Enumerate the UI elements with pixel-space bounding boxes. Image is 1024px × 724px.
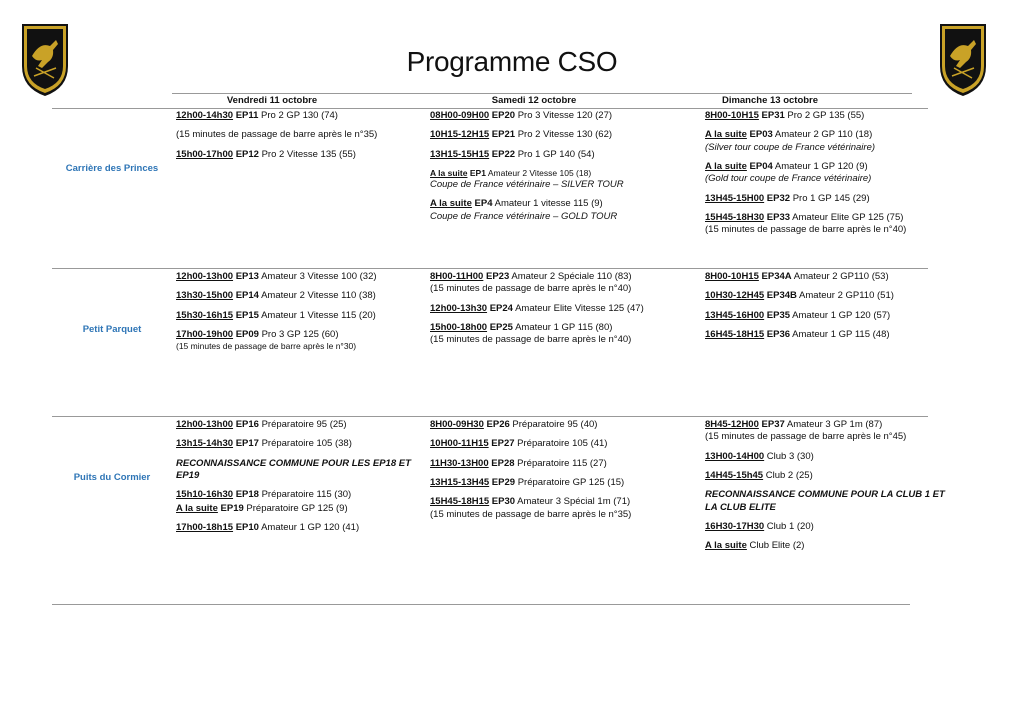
event-desc: Amateur 2 Vitesse 110 (38) (261, 290, 376, 302)
schedule-entry (430, 129, 680, 141)
event-desc: Pro 2 Vitesse 135 (55) (261, 148, 356, 160)
event-desc: Préparatoire 95 (40) (512, 419, 598, 430)
schedule-entry (705, 451, 955, 463)
event-code: EP21 (491, 129, 516, 141)
divider (52, 108, 928, 109)
schedule-entry (430, 458, 680, 470)
event-desc: Pro 3 Vitesse 120 (27) (517, 110, 613, 121)
schedule-entry (705, 329, 955, 341)
event-code: EP04 (749, 161, 773, 173)
event-code: EP16 (235, 419, 259, 430)
event-desc: Amateur 2 Vitesse 105 (18) (487, 168, 592, 179)
event-time: A la suite (176, 502, 218, 514)
schedule-entry (176, 522, 426, 534)
divider (172, 93, 912, 94)
event-time: 8H00-11H00 (430, 271, 484, 282)
schedule-entry (430, 168, 680, 191)
schedule-entry (430, 198, 680, 223)
recon-note: RECONNAISSANCE COMMUNE POUR LA CLUB 1 ET LA CLUB ELITE (705, 489, 945, 513)
schedule-entry (705, 540, 955, 552)
event-time: 11H30-13H00 (430, 457, 489, 469)
event-code: EP31 (761, 110, 785, 121)
event-time: 15h00-18h00 (430, 322, 488, 334)
schedule-entry (705, 521, 955, 533)
event-desc: Pro 3 GP 125 (60) (261, 329, 339, 341)
schedule-entry (430, 322, 680, 347)
event-desc: Préparatoire GP 125 (9) (246, 502, 348, 514)
event-desc: Préparatoire GP 125 (15) (517, 477, 625, 489)
divider (52, 268, 928, 269)
schedule-column (430, 271, 680, 354)
event-time: 15h10-16h30 (176, 489, 234, 501)
event-desc: Amateur 3 GP 1m (87) (786, 419, 883, 430)
schedule-entry (176, 458, 426, 483)
event-code: EP19 (220, 502, 244, 514)
schedule-entry (176, 489, 426, 501)
schedule-entry (705, 193, 955, 205)
event-time: 15H45-18H30 (705, 212, 765, 224)
event-code: EP28 (491, 457, 515, 469)
event-desc: Préparatoire 105 (38) (261, 438, 352, 450)
event-desc: Amateur 1 GP 120 (57) (792, 309, 891, 321)
event-time: 12h00-14h30 (176, 110, 234, 121)
note-text: (15 minutes de passage de barre après le n°35) (430, 508, 632, 520)
event-time: 8H00-10H15 (705, 271, 759, 282)
schedule-entry (705, 161, 955, 186)
event-desc: Préparatoire 115 (30) (261, 489, 352, 501)
event-code: EP12 (235, 148, 259, 160)
event-time: 17h00-18h15 (176, 522, 234, 534)
event-subtitle: (Gold tour coupe de France vétérinaire) (705, 173, 872, 185)
event-desc: Amateur Elite GP 125 (75) (792, 212, 904, 224)
schedule-entry (705, 271, 955, 283)
note-text: (15 minutes de passage de barre après le n°45) (705, 431, 907, 443)
event-code: EP26 (486, 419, 510, 430)
event-desc: Amateur 1 GP 115 (80) (515, 322, 613, 334)
schedule-entry (705, 489, 955, 514)
note-text: (15 minutes de passage de barre après le n°35) (176, 129, 378, 141)
schedule-entry (430, 303, 680, 315)
event-time: 12h00-13h00 (176, 419, 234, 430)
divider (52, 604, 910, 605)
event-time: 17h00-19h00 (176, 329, 234, 341)
event-desc: Amateur 3 Spécial 1m (71) (517, 496, 631, 508)
event-desc: Amateur 2 Spéciale 110 (83) (511, 271, 632, 282)
schedule-entry (176, 310, 426, 322)
schedule-column (705, 419, 955, 560)
schedule-entry (705, 419, 955, 444)
schedule-entry (705, 290, 955, 302)
event-code: EP27 (491, 438, 515, 450)
schedule-entry (176, 329, 426, 352)
divider (52, 416, 928, 417)
schedule-entry (705, 110, 955, 122)
event-code: EP18 (235, 489, 259, 501)
event-desc: Amateur 1 GP 120 (9) (774, 161, 868, 173)
event-desc: Amateur 2 GP110 (51) (799, 290, 894, 302)
schedule-entry (176, 290, 426, 302)
schedule-entry (176, 129, 426, 141)
venue-label: Puits du Cormier (73, 472, 151, 483)
schedule-column (430, 419, 680, 528)
event-code: EP35 (766, 309, 791, 321)
event-time: 8H00-10H15 (705, 110, 759, 121)
event-time: 15H45-18H15 (430, 496, 490, 508)
event-code: EP30 (491, 496, 516, 508)
event-desc: Amateur 2 GP110 (53) (793, 271, 889, 282)
event-time: A la suite (705, 540, 747, 552)
schedule-entry (176, 503, 426, 515)
event-time: 16H30-17H30 (705, 521, 765, 533)
schedule-column (176, 271, 426, 359)
event-code: EP15 (235, 309, 259, 321)
venue-label: Petit Parquet (82, 324, 142, 335)
event-code: EP32 (766, 192, 791, 204)
event-time: 10H30-12H45 (705, 290, 765, 302)
note-text: (15 minutes de passage de barre après le n°40) (430, 283, 632, 295)
schedule-entry (176, 419, 426, 431)
event-code: EP09 (235, 329, 259, 341)
event-time: 10H00-11H15 (430, 438, 489, 450)
event-time: 13H15-15H15 (430, 148, 490, 160)
event-desc: Amateur 3 Vitesse 100 (32) (261, 271, 377, 282)
event-code: EP22 (491, 148, 516, 160)
event-code: EP25 (489, 322, 513, 334)
event-code: EP20 (491, 110, 516, 121)
event-time: 8H45-12H00 (705, 419, 759, 430)
event-subtitle: (Silver tour coupe de France vétérinaire) (705, 141, 876, 153)
schedule-entry (176, 438, 426, 450)
event-code: EP33 (766, 212, 791, 224)
event-desc: Pro 2 GP 130 (74) (261, 110, 338, 121)
venue-label: Carrière des Princes (65, 163, 159, 174)
event-desc: Préparatoire 95 (25) (261, 419, 347, 430)
event-desc: Amateur 1 GP 115 (48) (792, 329, 890, 341)
schedule-entry (705, 470, 955, 482)
event-desc: Amateur Elite Vitesse 125 (47) (515, 302, 644, 314)
schedule-entry (430, 271, 680, 296)
event-time: 16H45-18H15 (705, 329, 765, 341)
event-code: EP1 (469, 168, 486, 179)
schedule-column (176, 110, 426, 168)
event-time: 8H00-09H30 (430, 419, 484, 430)
schedule-entry (430, 419, 680, 431)
event-code: EP29 (491, 477, 516, 489)
event-code: EP34B (766, 290, 797, 302)
schedule-entry (430, 477, 680, 489)
event-code: EP03 (749, 129, 773, 141)
event-time: A la suite (705, 129, 747, 141)
schedule-column (705, 271, 955, 348)
schedule-entry (430, 149, 680, 161)
schedule-entry (430, 438, 680, 450)
event-time: 13H45-16H00 (705, 309, 765, 321)
event-code: EP34A (761, 271, 792, 282)
event-desc: Club Elite (2) (749, 540, 805, 552)
event-subtitle: Coupe de France vétérinaire – SILVER TOUR (430, 179, 624, 191)
event-code: EP36 (766, 329, 791, 341)
event-desc: Club 2 (25) (765, 470, 813, 482)
event-code: EP23 (486, 271, 510, 282)
schedule-column (705, 110, 955, 244)
event-desc: Préparatoire 105 (41) (517, 438, 608, 450)
event-desc: Club 1 (20) (766, 521, 814, 533)
event-code: EP24 (489, 302, 513, 314)
schedule-entry (176, 149, 426, 161)
event-time: 13H45-15H00 (705, 192, 765, 204)
event-time: 12h00-13h00 (176, 271, 234, 282)
event-time: 14H45-15h45 (705, 470, 764, 482)
event-code: EP17 (235, 438, 259, 450)
event-desc: Amateur 2 GP 110 (18) (774, 129, 873, 141)
schedule-entry (705, 129, 955, 154)
event-desc: Pro 1 GP 145 (29) (792, 192, 870, 204)
event-time: 13H00-14H00 (705, 450, 765, 462)
event-time: 15h30-16h15 (176, 309, 234, 321)
event-code: EP11 (235, 110, 259, 121)
schedule-column (430, 110, 680, 230)
event-desc: Pro 2 GP 135 (55) (787, 110, 865, 121)
event-time: 08H00-09H00 (430, 110, 490, 121)
event-code: EP14 (235, 290, 259, 302)
event-desc: Club 3 (30) (766, 450, 814, 462)
note-text: (15 minutes de passage de barre après le n°30) (176, 341, 357, 352)
event-time: 13h30-15h00 (176, 290, 234, 302)
event-desc: Amateur 1 Vitesse 115 (20) (261, 309, 376, 321)
event-desc: Amateur 1 GP 120 (41) (261, 522, 360, 534)
schedule-entry (430, 496, 680, 521)
note-text: (15 minutes de passage de barre après le n°40) (430, 334, 632, 346)
event-time: A la suite (430, 168, 468, 179)
schedule-column (176, 419, 426, 541)
event-time: 13h15-14h30 (176, 438, 234, 450)
day-header: Samedi 12 octobre (491, 95, 577, 106)
schedule-entry (430, 110, 680, 122)
day-header: Dimanche 13 octobre (721, 95, 819, 106)
event-code: EP10 (235, 522, 259, 534)
event-code: EP13 (235, 271, 259, 282)
event-desc: Pro 1 GP 140 (54) (517, 148, 595, 160)
event-time: A la suite (430, 198, 472, 210)
event-subtitle: Coupe de France vétérinaire – GOLD TOUR (430, 210, 618, 222)
schedule-entry (705, 212, 955, 237)
event-desc: Préparatoire 115 (27) (517, 457, 607, 469)
schedule-entry (176, 271, 426, 283)
schedule-entry (176, 110, 426, 122)
page-title: Programme CSO (406, 46, 618, 77)
event-code: EP4 (474, 198, 493, 210)
event-time: 15h00-17h00 (176, 148, 234, 160)
event-time: A la suite (705, 161, 747, 173)
event-time: 13H15-13H45 (430, 477, 490, 489)
event-desc: Pro 2 Vitesse 130 (62) (517, 129, 613, 141)
event-code: EP37 (761, 419, 785, 430)
event-time: 12h00-13h30 (430, 302, 488, 314)
event-time: 10H15-12H15 (430, 129, 490, 141)
day-header: Vendredi 11 octobre (226, 95, 318, 106)
note-text: (15 minutes de passage de barre après le n°40) (705, 224, 907, 236)
recon-note: RECONNAISSANCE COMMUNE POUR LES EP18 ET EP19 (176, 457, 411, 482)
event-desc: Amateur 1 vitesse 115 (9) (494, 198, 603, 210)
schedule-entry (705, 310, 955, 322)
